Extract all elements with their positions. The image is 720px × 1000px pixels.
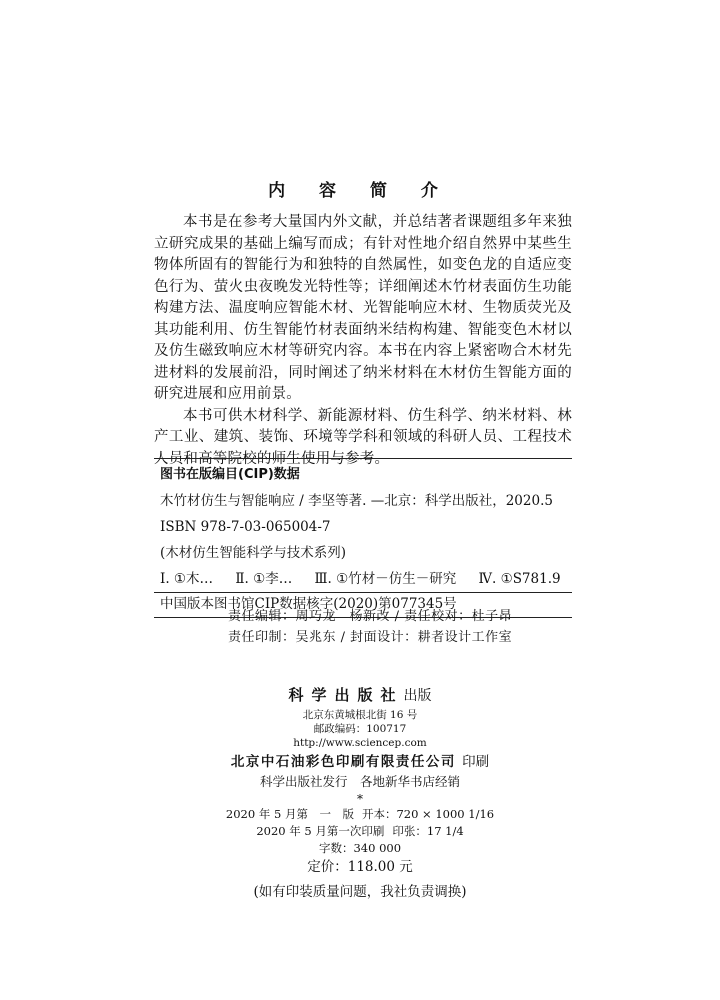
edition-line xyxy=(0,806,720,823)
cip-series: (木材仿生智能科学与技术系列) xyxy=(160,545,347,561)
cip-class-2: Ⅱ. ①李… xyxy=(235,571,293,587)
publisher-name: 科学出版社 xyxy=(288,686,404,704)
credits-block xyxy=(154,606,572,648)
publisher-name-line xyxy=(0,682,720,708)
cip-catalog-number: 中国版本图书馆CIP数据核字(2020)第077345号 xyxy=(160,596,457,612)
credits-line-2: 责任印制：吴兆东 / 封面设计：耕者设计工作室 xyxy=(228,630,513,645)
quality-notice: (如有印装质量问题，我社负责调换) xyxy=(253,884,467,900)
cip-class-4: Ⅳ. ①S781.9 xyxy=(478,571,561,587)
summary-title: 内 容 简 介 xyxy=(268,181,452,201)
summary-section xyxy=(154,212,572,470)
edition: 2020 年 5 月第 一 版 xyxy=(225,807,354,821)
cip-block xyxy=(154,458,572,618)
summary-paragraph-2: 本书可供木材科学、新能源材料、仿生科学、纳米材料、林产工业、建筑、装饰、环境等学科和领域的科研人员、工程技术人员和高等院校的师生使用与参考。 xyxy=(154,407,572,467)
printer-line xyxy=(0,752,720,772)
format: 开本：720 × 1000 1/16 xyxy=(361,807,495,821)
publisher-website: http://www.sciencep.com xyxy=(293,737,427,749)
cip-class-3: Ⅲ. ①竹材－仿生－研究 xyxy=(314,571,457,587)
summary-paragraph-1: 本书是在参考大量国内外文献，并总结著者课题组多年来独立研究成果的基础上编写而成；有针对性地介绍自然界中某些生物体所固有的智能行为和独特的自然属性，如变色龙的自适应变色行为、萤火虫夜晚发光特性等；详细阐述木竹材表面仿生功能构建方法、温度响应智能木材、光智能响应木材、生物质荧光及其功能利用、仿生智能竹材表面纳米结构构建、智能变色木材以及仿生磁致响应木材等研究内容。本书在内容上紧密吻合木材先进材料的发展前沿，同时阐述了纳米材料在木材仿生智能方面的研究进展和应用前景。 xyxy=(154,214,572,402)
printing-line xyxy=(0,823,720,840)
printing: 2020 年 5 月第一次印刷 xyxy=(256,824,385,838)
distribution-line: 科学出版社发行 各地新华书店经销 xyxy=(259,774,460,789)
printer-suffix: 印刷 xyxy=(462,754,490,770)
publisher-name-suffix: 出版 xyxy=(403,688,432,704)
printer-name: 北京中石油彩色印刷有限责任公司 xyxy=(230,754,456,770)
cip-classification xyxy=(154,566,572,592)
cip-isbn: ISBN 978-7-03-065004-7 xyxy=(160,519,331,535)
price: 定价：118.00 元 xyxy=(307,859,413,875)
publisher-address: 北京东黄城根北街 16 号 xyxy=(302,709,418,721)
word-count: 字数：340 000 xyxy=(318,841,402,855)
separator-star: * xyxy=(357,792,363,806)
cip-book-line: 木竹材仿生与智能响应 / 李坚等著. —北京：科学出版社，2020.5 xyxy=(160,493,553,509)
sheets: 印张：17 1/4 xyxy=(392,824,464,838)
credits-line-1: 责任编辑：周巧龙 杨新改 / 责任校对：杜子昂 xyxy=(228,609,513,624)
publisher-postcode: 邮政编码：100717 xyxy=(313,723,407,735)
cip-class-1: Ⅰ. ①木… xyxy=(160,571,214,587)
cip-heading: 图书在版编目(CIP)数据 xyxy=(160,467,300,482)
publisher-block xyxy=(0,682,720,903)
